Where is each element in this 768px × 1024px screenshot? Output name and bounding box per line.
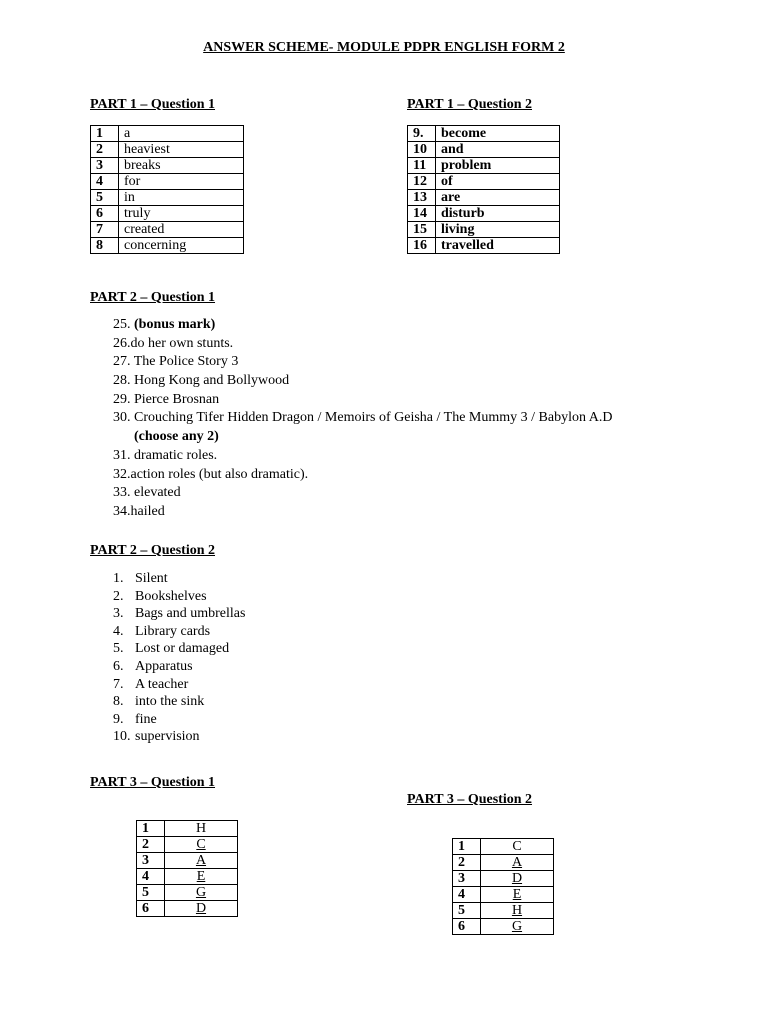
answer-cell: G	[165, 885, 238, 901]
answer-cell: truly	[119, 206, 244, 222]
item-number: 6.	[113, 658, 124, 674]
item-number: 8.	[113, 694, 124, 710]
table-row	[91, 126, 244, 142]
item-text: Crouching Tifer Hidden Dragon / Memoirs of Geisha / The Mummy 3 / Babylon A.D	[134, 410, 613, 426]
item-text: into the sink	[135, 694, 205, 710]
item-number: 32.	[113, 466, 131, 482]
table-row	[453, 839, 554, 855]
item-number: 27.	[113, 354, 134, 370]
table-row	[453, 871, 554, 887]
list-item	[113, 466, 612, 485]
question-number: 4	[453, 887, 481, 903]
page-title: ANSWER SCHEME- MODULE PDPR ENGLISH FORM 2	[203, 40, 565, 55]
list-item	[113, 570, 245, 588]
list-item	[113, 484, 612, 503]
item-text: action roles (but also dramatic).	[130, 466, 309, 482]
question-number: 13	[408, 190, 436, 206]
answer-cell: heaviest	[119, 142, 244, 158]
question-number: 1	[453, 839, 481, 855]
item-number: 31.	[113, 447, 134, 463]
table-row	[137, 837, 238, 853]
list-item	[113, 316, 612, 335]
table-row	[91, 158, 244, 174]
answer-cell: A	[481, 855, 554, 871]
item-number: 33.	[113, 485, 134, 501]
item-number: 28.	[113, 373, 134, 389]
question-number: 6	[91, 206, 119, 222]
item-text: Bags and umbrellas	[135, 606, 246, 622]
question-number: 3	[453, 871, 481, 887]
item-text: fine	[135, 711, 157, 727]
item-number: 30.	[113, 410, 134, 426]
table-row	[91, 190, 244, 206]
list-item	[113, 693, 245, 711]
question-number: 5	[137, 885, 165, 901]
question-number: 11	[408, 158, 436, 174]
part2-q1-answer-list	[113, 316, 612, 522]
list-item	[113, 658, 245, 676]
part1-q1-heading: PART 1 – Question 1	[90, 97, 216, 112]
table-row	[91, 206, 244, 222]
item-text: Silent	[135, 571, 168, 586]
question-number: 8	[91, 238, 119, 254]
list-item	[113, 640, 245, 658]
item-note: (choose any 2)	[134, 429, 219, 445]
item-text: Bookshelves	[135, 588, 207, 604]
answer-cell: H	[165, 821, 238, 837]
question-number: 15	[408, 222, 436, 238]
table-row	[453, 855, 554, 871]
list-item	[113, 409, 612, 428]
table-row	[408, 190, 560, 206]
answer-cell: A	[165, 853, 238, 869]
answer-cell: created	[119, 222, 244, 238]
item-text: Library cards	[135, 623, 211, 639]
question-number: 3	[137, 853, 165, 869]
table-row	[91, 238, 244, 254]
answer-cell: H	[481, 903, 554, 919]
list-item	[113, 428, 612, 447]
answer-cell: living	[436, 222, 560, 238]
item-text: Lost or damaged	[135, 641, 230, 657]
part3-q1-heading: PART 3 – Question 1	[90, 775, 216, 790]
item-text: Apparatus	[135, 658, 193, 674]
table-row	[137, 901, 238, 917]
answer-cell: and	[436, 142, 560, 158]
item-text: A teacher	[135, 676, 189, 692]
table-row	[137, 885, 238, 901]
list-item	[113, 623, 245, 641]
part2-q2-heading: PART 2 – Question 2	[90, 543, 216, 558]
list-item	[113, 372, 612, 391]
item-number: 25.	[113, 317, 134, 332]
item-text: dramatic roles.	[134, 447, 218, 463]
item-text: Pierce Brosnan	[134, 391, 220, 407]
question-number: 2	[453, 855, 481, 871]
answer-cell: E	[165, 869, 238, 885]
table-row	[408, 222, 560, 238]
answer-cell: D	[481, 871, 554, 887]
table-row	[453, 887, 554, 903]
question-number: 9.	[408, 126, 436, 142]
item-text: elevated	[134, 485, 181, 501]
table-row	[91, 222, 244, 238]
answer-cell: breaks	[119, 158, 244, 174]
answer-cell: for	[119, 174, 244, 190]
question-number: 3	[91, 158, 119, 174]
part2-q2-answer-list	[113, 570, 245, 746]
item-text: do her own stunts.	[130, 335, 234, 351]
table-row	[408, 126, 560, 142]
answer-cell: G	[481, 919, 554, 935]
question-number: 1	[91, 126, 119, 142]
part1-q1-table	[90, 125, 244, 254]
question-number: 14	[408, 206, 436, 222]
item-number: 1.	[113, 571, 124, 586]
question-number: 4	[91, 174, 119, 190]
item-text: Hong Kong and Bollywood	[134, 373, 290, 389]
item-text: The Police Story 3	[133, 354, 239, 370]
list-item	[113, 588, 245, 606]
question-number: 16	[408, 238, 436, 254]
item-text: hailed	[130, 503, 165, 519]
question-number: 7	[91, 222, 119, 238]
table-row	[408, 238, 560, 254]
answer-cell: disturb	[436, 206, 560, 222]
part1-q2-table	[407, 125, 560, 254]
item-number: 29.	[113, 391, 134, 407]
table-row	[408, 158, 560, 174]
question-number: 5	[453, 903, 481, 919]
list-item	[113, 605, 245, 623]
item-number: 4.	[113, 623, 124, 639]
question-number: 10	[408, 142, 436, 158]
answer-cell: travelled	[436, 238, 560, 254]
item-text: supervision	[135, 729, 200, 745]
item-number: 26.	[113, 335, 131, 351]
question-number: 6	[137, 901, 165, 917]
list-item	[113, 676, 245, 694]
item-number: 5.	[113, 641, 124, 657]
part3-q1-table	[136, 820, 238, 917]
item-number: 2.	[113, 588, 124, 604]
list-item	[113, 711, 245, 729]
list-item	[113, 447, 612, 466]
table-row	[137, 821, 238, 837]
question-number: 2	[137, 837, 165, 853]
answer-cell: concerning	[119, 238, 244, 254]
table-row	[137, 853, 238, 869]
question-number: 12	[408, 174, 436, 190]
list-item	[113, 391, 612, 410]
answer-cell: C	[165, 837, 238, 853]
item-note: (bonus mark)	[134, 317, 216, 332]
item-number: 7.	[113, 676, 124, 692]
answer-cell: become	[436, 126, 560, 142]
answer-cell: problem	[436, 158, 560, 174]
table-row	[408, 174, 560, 190]
table-row	[453, 903, 554, 919]
answer-cell: D	[165, 901, 238, 917]
answer-cell: in	[119, 190, 244, 206]
question-number: 6	[453, 919, 481, 935]
list-item	[113, 503, 612, 522]
part2-q1-heading: PART 2 – Question 1	[90, 290, 216, 305]
item-number: 34.	[113, 503, 131, 519]
part3-q2-heading: PART 3 – Question 2	[407, 792, 533, 807]
item-number: 10.	[113, 729, 131, 745]
list-item	[113, 335, 612, 354]
answer-cell: are	[436, 190, 560, 206]
table-row	[91, 174, 244, 190]
answer-cell: C	[481, 839, 554, 855]
answer-cell: E	[481, 887, 554, 903]
question-number: 4	[137, 869, 165, 885]
table-row	[137, 869, 238, 885]
list-item	[113, 353, 612, 372]
answer-cell: of	[436, 174, 560, 190]
item-number: 9.	[113, 711, 124, 727]
question-number: 5	[91, 190, 119, 206]
item-number: 3.	[113, 606, 124, 622]
table-row	[408, 142, 560, 158]
list-item	[113, 728, 245, 746]
answer-cell: a	[119, 126, 244, 142]
table-row	[453, 919, 554, 935]
part1-q2-heading: PART 1 – Question 2	[407, 97, 533, 112]
table-row	[408, 206, 560, 222]
part3-q2-table	[452, 838, 554, 935]
table-row	[91, 142, 244, 158]
question-number: 1	[137, 821, 165, 837]
question-number: 2	[91, 142, 119, 158]
